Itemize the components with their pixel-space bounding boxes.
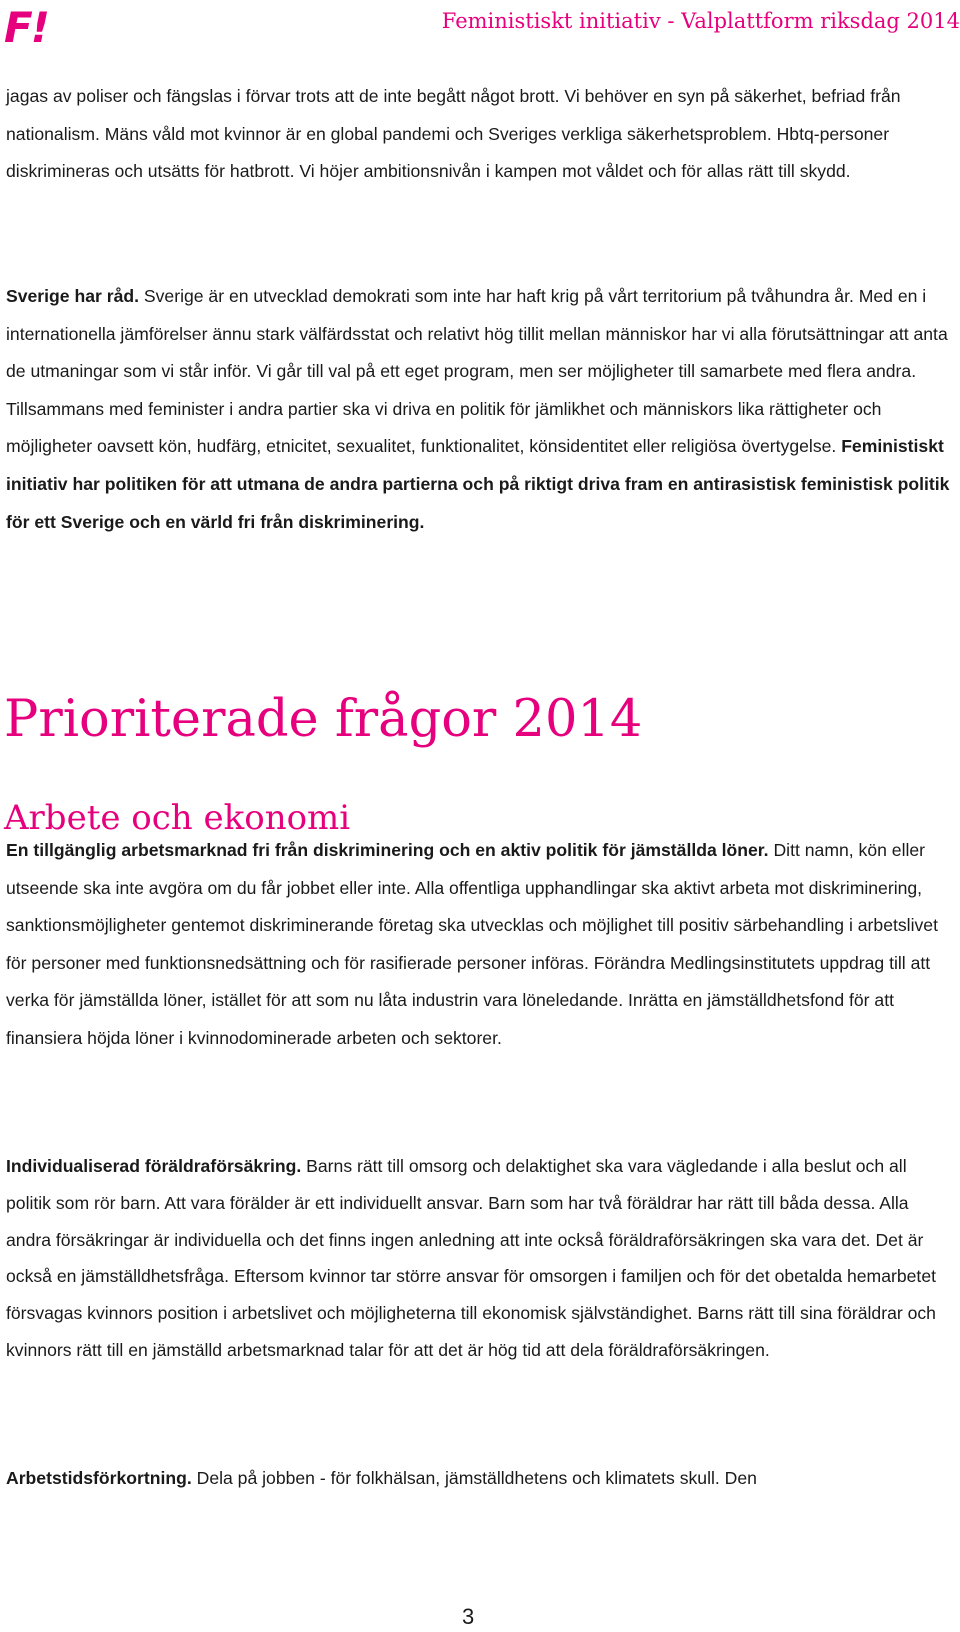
paragraph-foraldraforsakring-lead: Individualiserad föräldraförsäkring. — [6, 1156, 302, 1176]
paragraph-arbetsmarknad — [6, 832, 956, 1058]
paragraph-foraldraforsakring-text: Barns rätt till omsorg och delaktighet ska vara vägledande i alla beslut och all politik som rör barn. Att vara förälder är ett individuellt ansvar. Barn som har två föräldrar har rätt till båda dessa. Alla andra försäkringar är individuella och det finns ingen anledning att inte också föräldraförsäkringen ska vara det. Det är också en jämställdhetsfråga. Eftersom kvinnor tar större ansvar för omsorgen i familjen och för det obetalda hemarbetet försvagas kvinnors position i arbetslivet och möjligheterna till ekonomisk självständighet. Barns rätt till sina föräldrar och kvinnors rätt till en jämställd arbetsmarknad talar för att det är hög tid att dela föräldraförsäkringen. — [6, 1156, 936, 1360]
feministiskt-initiativ-logo: F! — [4, 3, 48, 52]
paragraph-sverige-har-rad — [6, 278, 956, 541]
section-heading: Prioriterade frågor 2014 — [4, 690, 643, 749]
paragraph-arbetstidsforkortning-lead: Arbetstidsförkortning. — [6, 1468, 192, 1488]
document-header-title: Feministiskt initiativ - Valplattform riksdag 2014 — [441, 9, 960, 33]
paragraph-arbetsmarknad-lead: En tillgänglig arbetsmarknad fri från diskriminering och en aktiv politik för jämställda löner. — [6, 840, 769, 860]
subsection-heading: Arbete och ekonomi — [4, 798, 351, 838]
paragraph-foraldraforsakring — [6, 1148, 956, 1369]
paragraph-sverige-har-rad-closing: Feministiskt initiativ har politiken för att utmana de andra partierna och på riktigt driva fram en antirasistisk feministisk politik för ett Sverige och en värld fri från diskriminering. — [6, 436, 950, 532]
paragraph-arbetsmarknad-text: Ditt namn, kön eller utseende ska inte avgöra om du får jobbet eller inte. Alla offentliga upphandlingar ska aktivt arbeta mot diskriminering, sanktionsmöjligheter gentemot diskriminerande företag ska utvecklas och möjlighet till positiv särbehandling i arbetslivet för personer med funktionsnedsättning och för rasifierade personer införas. Förändra Medlingsinstitutets uppdrag till att verka för jämställda löner, istället för att som nu låta industrin vara löneledande. Inrätta en jämställdhetsfond för att finansiera höjda löner i kvinnodominerade arbeten och sektorer. — [6, 840, 938, 1048]
paragraph-arbetstidsforkortning-text: Dela på jobben - för folkhälsan, jämställdhetens och klimatets skull. Den — [191, 1468, 757, 1488]
page-number: 3 — [462, 1604, 475, 1629]
paragraph-sverige-har-rad-text: Sverige är en utvecklad demokrati som inte har haft krig på vårt territorium på tvåhundra år. Med en i internationella jämförelser ännu stark välfärdsstat och relativt hög tillit mellan människor har vi alla förutsättningar att anta de utmaningar som vi står inför. Vi går till val på ett eget program, men ser möjligheter till samarbete med flera andra. Tillsammans med feminister i andra partier ska vi driva en politik för jämlikhet och människors lika rättigheter och möjligheter oavsett kön, hudfärg, etnicitet, sexualitet, funktionalitet, könsidentitet eller religiösa övertygelse. — [6, 286, 948, 457]
paragraph-sverige-har-rad-lead: Sverige har råd. — [6, 286, 139, 306]
paragraph-security — [6, 78, 956, 191]
paragraph-arbetstidsforkortning — [6, 1460, 956, 1498]
paragraph-security-text: jagas av poliser och fängslas i förvar trots att de inte begått något brott. Vi behöver en syn på säkerhet, befriad från nationalism. Mäns våld mot kvinnor är en global pandemi och Sveriges verkliga säkerhetsproblem. Hbtq-personer diskrimineras och utsätts för hatbrott. Vi höjer ambitionsnivån i kampen mot våldet och för allas rätt till skydd. — [6, 86, 901, 182]
